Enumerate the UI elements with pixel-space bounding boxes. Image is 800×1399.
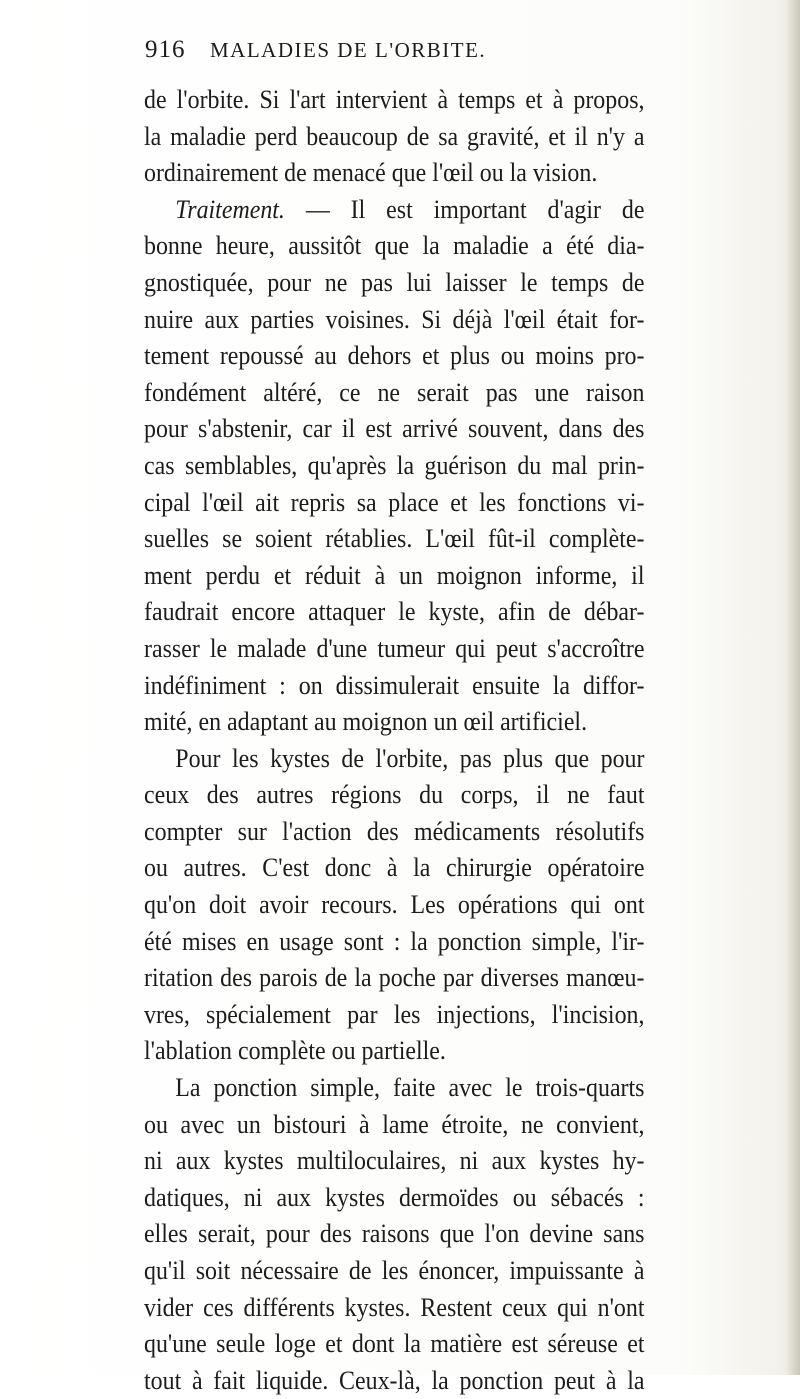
text-line: faudrait encore attaquer le kyste, afin de débar- <box>144 597 645 627</box>
text-line: cas semblables, qu'après la guérison du mal prin- <box>144 450 645 480</box>
text-line: ritation des parois de la poche par diverses manœu- <box>144 963 645 993</box>
page-header <box>145 36 665 76</box>
text-line: ou autres. C'est donc à la chirurgie opératoire <box>144 853 645 883</box>
text-line: l'ablation complète ou partielle. <box>144 1036 446 1066</box>
text-line: ou avec un bistouri à lame étroite, ne convient, <box>144 1109 645 1139</box>
text-line: nuire aux parties voisines. Si déjà l'œil était for- <box>144 304 645 334</box>
text-line: La ponction simple, faite avec le trois-quarts <box>175 1073 645 1103</box>
text-line: datiques, ni aux kystes dermoïdes ou sébacés : <box>144 1182 645 1212</box>
text-line: ceux des autres régions du corps, il ne faut <box>144 780 645 810</box>
running-title: MALADIES DE L'ORBITE. <box>210 38 487 62</box>
text-line: vider ces différents kystes. Restent ceux qui n'ont <box>144 1292 645 1322</box>
text-line: ni aux kystes multiloculaires, ni aux kystes hy- <box>144 1146 645 1176</box>
text-line: mité, en adaptant au moignon un œil artificiel. <box>144 707 588 737</box>
text-line-with-heading <box>144 192 644 229</box>
page-edge-shadow <box>786 0 800 1375</box>
text-line: été mises en usage sont : la ponction simple, l'ir- <box>144 926 645 956</box>
text-line: tement repoussé au dehors et plus ou moins pro- <box>144 341 645 371</box>
text-line: ment perdu et réduit à un moignon informe, il <box>144 560 645 590</box>
text-line: pour s'abstenir, car il est arrivé souvent, dans des <box>144 414 645 444</box>
section-heading: Traitement. <box>175 194 285 224</box>
page-number: 916 <box>145 36 186 63</box>
body-text <box>144 82 644 1399</box>
text-line: fondément altéré, ce ne serait pas une raison <box>144 377 645 407</box>
text-line: cipal l'œil ait repris sa place et les fonctions vi- <box>144 487 645 517</box>
text-line: qu'il soit nécessaire de les énoncer, impuissante à <box>144 1256 645 1285</box>
text-line: vres, spécialement par les injections, l'incision, <box>144 999 645 1029</box>
text-line: ordinairement de menacé que l'œil ou la vision. <box>144 158 598 188</box>
text-line: la maladie perd beaucoup de sa gravité, et il n'y a <box>144 121 645 151</box>
text-line: rasser le malade d'une tumeur qui peut s'accroître <box>144 633 645 663</box>
text-line: bonne heure, aussitôt que la maladie a été dia- <box>144 231 645 261</box>
text-line: tout à fait liquide. Ceux-là, la ponction peut à la <box>144 1365 645 1395</box>
text-line: indéfiniment : on dissimulerait ensuite la diffor- <box>144 670 645 700</box>
text-line: Pour les kystes de l'orbite, pas plus que pour <box>175 743 645 773</box>
text-line: qu'on doit avoir recours. Les opérations qui ont <box>144 890 645 920</box>
text-line: de l'orbite. Si l'art intervient à temps et à propos, <box>144 85 645 114</box>
text-line-rest: — Il est important d'agir de <box>305 194 645 224</box>
text-line: suelles se soient rétablies. L'œil fût-il complète- <box>144 524 645 554</box>
text-line: compter sur l'action des médicaments résolutifs <box>144 816 645 846</box>
text-line: gnostiquée, pour ne pas lui laisser le temps de <box>144 267 645 297</box>
text-line: elles serait, pour des raisons que l'on devine sans <box>144 1219 645 1249</box>
text-line: qu'une seule loge et dont la matière est séreuse et <box>144 1329 645 1359</box>
